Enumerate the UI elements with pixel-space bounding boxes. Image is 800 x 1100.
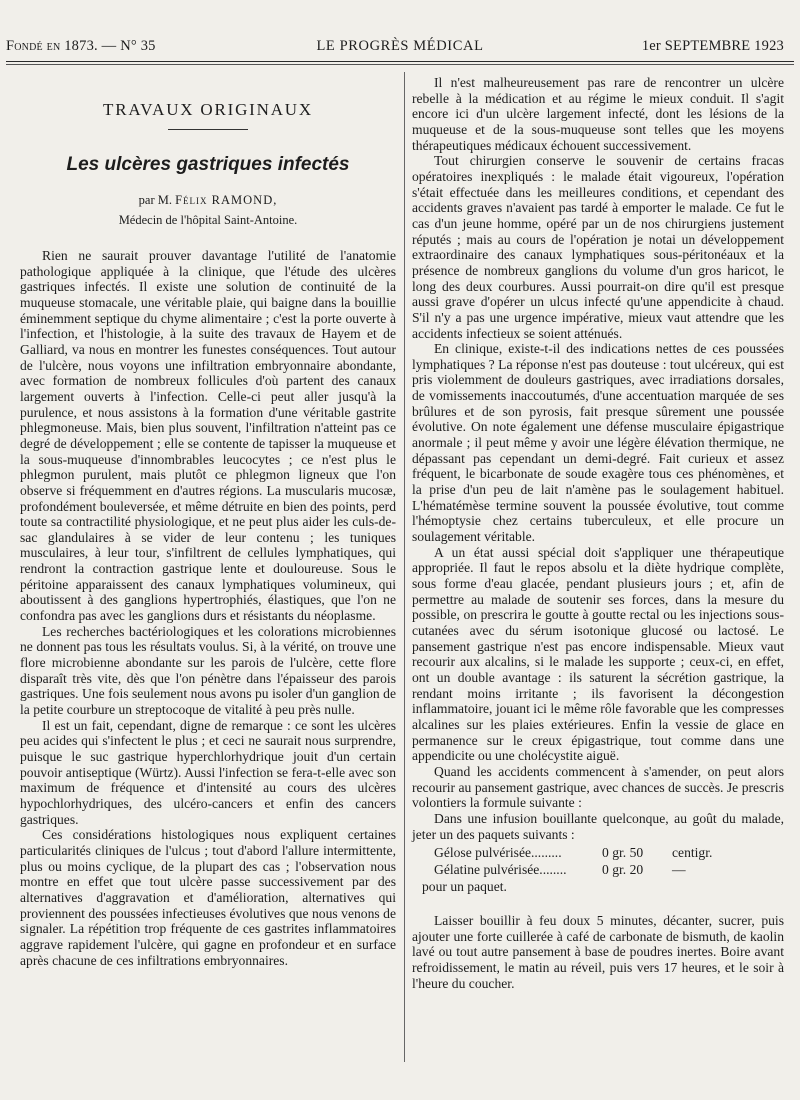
ingredient-name: Gélose pulvérisée......... [434, 845, 562, 861]
header-founding-issue: Fondé en 1873. — N° 35 [6, 38, 156, 54]
ingredient-quantity: 0 gr. 50 [602, 845, 644, 861]
paragraph: Il n'est malheureusement pas rare de rencontrer un ulcère rebelle à la médication et au régime le mieux conduit. Il s'agit encore ici d'un ulcère largement infecté, dont les lésions de la muqueuse et de la sous-muqueuse sont telles que les moyens thérapeutiques médicaux échouent successivement. [412, 75, 784, 153]
paragraph: Quand les accidents commencent à s'amender, on peut alors recourir au pansement gastrique, avec chances de succès. Je prescris volontiers la formule suivante : [412, 763, 784, 811]
header-rule-thin [6, 64, 794, 65]
paragraph: En clinique, existe-t-il des indications nettes de ces poussées lymphatiques ? La réponse n'est pas douteuse : tout ulcéreux, qui est pris violemment de douleurs gastriques, avec irradiations dorsales, de vomissements inaccoutumés, d'une accentuation marquée de ses brûlures et de son pyrosis, fait presque sûrement une poussée évolutive. On note également une défense musculaire épigastrique anormale ; il peut même y avoir une légère élévation thermique, ne dépassant pas cependant un demi-degré. Fait curieux et assez fréquent, le bicarbonate de soude exagère tous ces phénomènes, et la prise d'un peu de lait n'amène pas le soulagement habituel. L'hématémèse termine souvent la poussée évolutive, tout comme l'hémoptysie chez certains tuberculeux, et elle procure un soulagement véritable. [412, 341, 784, 545]
right-column [412, 75, 784, 991]
ingredient-unit: — [672, 862, 686, 878]
author-affiliation: Médecin de l'hôpital Saint-Antoine. [118, 213, 298, 227]
paragraph: Il est un fait, cependant, digne de remarque : ce sont les ulcères peu acides qui s'infectent le plus ; et ceci ne saurait nous surprendre, puisque le suc gastrique hyperchlorhydrique jouit d'un certain pouvoir antiseptique (Würtz). Aussi l'infection se fera-t-elle avec son maximum de fréquence et d'intensité au cours des ulcères hypochlorhydriques, des ulcéro-cancers et enfin des cancers gastriques. [20, 717, 396, 827]
column-divider [404, 72, 405, 1062]
formula-footer: pour un paquet. [422, 879, 507, 895]
formula-row [412, 861, 784, 878]
author-name: Félix RAMOND, [175, 193, 278, 207]
ingredient-unit: centigr. [672, 845, 713, 861]
paragraph: Les recherches bactériologiques et les colorations microbiennes ne donnent pas tous les résultats voulus. Si, à la vérité, on trouve une flore microbienne abondante sur les parois de l'ulcère, cette flore disparaît très vite, dès que l'on pénètre dans l'épaisseur des parois gastriques. Une fois seulement nous avons pu isoler d'un ganglion de la petite courbure un streptocoque de vitalité à peu près nulle. [20, 623, 396, 718]
byline-prefix: par M. [138, 193, 172, 207]
ingredient-name: Gélatine pulvérisée........ [434, 862, 567, 878]
paragraph: Dans une infusion bouillante quelconque, au goût du malade, jeter un des paquets suivants : [412, 810, 784, 842]
header-journal-name: LE PROGRÈS MÉDICAL [316, 38, 484, 54]
paragraph: Laisser bouillir à feu doux 5 minutes, décanter, sucrer, puis ajouter une forte cuillerée à café de carbonate de bismuth, de kaolin lavé ou tout autre pansement à base de poudres inertes. Boire avant refroidissement, le matin au réveil, puis vers 17 heures, et le soir à l'heure du coucher. [412, 913, 784, 991]
paragraph: Tout chirurgien conserve le souvenir de certains fracas opératoires inexpliqués : le malade était vigoureux, l'opération s'était effectuée dans les meilleures conditions, et cependant des accidents graves n'avaient pas tardé à emporter le malade. Ce fut le cas d'un jeune homme, opéré par un de nos chirurgiens justement réputés ; mais au cours de l'opération je notai un développement extraordinaire des canaux lymphatiques sous-péritonéaux et la présence de nombreux ganglions du volume d'un gros haricot, le long des deux courbures. Aussi pourrait-on dire qu'il est presque aussi grave d'opérer un ulcus infecté qu'une appendicite à chaud. S'il n'y a pas une urgence impérative, mieux vaut attendre que les accidents infectieux se soient atténués. [412, 153, 784, 341]
running-header [0, 38, 800, 58]
header-date: 1er SEPTEMBRE 1923 [641, 38, 784, 54]
formula-row [412, 844, 784, 861]
byline [20, 192, 396, 208]
section-title: TRAVAUX ORIGINAUX [103, 100, 313, 119]
paragraph: Rien ne saurait prouver davantage l'utilité de l'anatomie pathologique appliquée à la clinique, que l'étude des ulcères gastriques infectés. Il existe une solution de continuité de la muqueuse stomacale, une véritable plaie, qui baigne dans la bouillie éminemment septique du chyme alimentaire ; c'est la porte ouverte à l'infection, et l'histologie, à la suite des travaux de Hayem et de Galliard, va nous en montrer les funestes conséquences. Tout autour de l'ulcère, nous voyons une infiltration embryonnaire abondante, avec formation de nombreux follicules d'où partent des canaux largement ouverts à l'infection. Celle-ci peut aller jusqu'à la purulence, et nous assistons à la formation d'une véritable gastrite phlegmoneuse. Mais, bien plus souvent, l'infiltration n'atteint pas ce degré de développement ; elle se contente de tapisser la muqueuse et la sous-muqueuse d'innombrables leucocytes ; ce n'est plus le phlegmon purulent, mais plutôt ce phlegmon ligneux que l'on observe si fréquemment en d'autres régions. La muscularis mucosæ, profondément bouleversée, et même détruite en bien des points, perd toute sa contractilité physiologique, et ne peut plus aider les culs-de-sac glandulaires à se vider de leur contenu ; les tuniques musculaires, à leur tour, s'infiltrent de cellules lymphatiques, qui rendront la contraction gastrique lente et douloureuse. Sous le péritoine apparaissent des canaux lymphatiques volumineux, qui aboutissent à des ganglions hypertrophiés, élastiques, que l'on ne confondra pas avec les ganglions durs et résistants du néoplasme. [20, 248, 396, 624]
article-title: Les ulcères gastriques infectés [66, 154, 350, 175]
paragraph: A un état aussi spécial doit s'appliquer une thérapeutique appropriée. Il faut le repos absolu et la diète hydrique complète, sous forme d'eau glacée, pendant plusieurs jours ; et, afin de permettre au malade de soutenir ses forces, dans la mesure du possible, on prescrira le goutte à goutte rectal ou les injections sous-cutanées avec du sérum isotonique glucosé ou lactosé. Le pansement gastrique n'est pas encore indispensable. Mieux vaut recourir aux alcalins, si le malade les supporte ; ceux-ci, en effet, ont un double avantage : ils saturent la sécrétion gastrique, la rendant moins irritante ; ils favorisent la décongestion inflammatoire, jouant ici le même rôle favorable que les compresses alcalines sur les plaies extérieures. Enfin la vessie de glace en permanence sur le creux épigastrique, tout comme dans une appendicite ou une cholécystite aiguë. [412, 544, 784, 764]
paragraph: Ces considérations histologiques nous expliquent certaines particularités cliniques de l'ulcus ; tout d'abord l'allure intermittente, plus ou moins cyclique, de la plupart des cas ; l'observation nous montre en effet que tout ulcère passe successivement par des alternatives d'aggravation et d'amélioration, alternatives qui proviennent des poussées infectieuses évolutives que nous venons de signaler. La répétition trop fréquente de ces gastrites inflammatoires aggrave rapidement l'ulcère, qui gagne en profondeur et en surface après chacune de ces infiltrations embryonnaires. [20, 827, 396, 968]
header-rule [6, 61, 794, 62]
prescription-formula [412, 844, 784, 895]
title-rule [168, 129, 248, 130]
ingredient-quantity: 0 gr. 20 [602, 862, 644, 878]
left-column [20, 76, 396, 968]
